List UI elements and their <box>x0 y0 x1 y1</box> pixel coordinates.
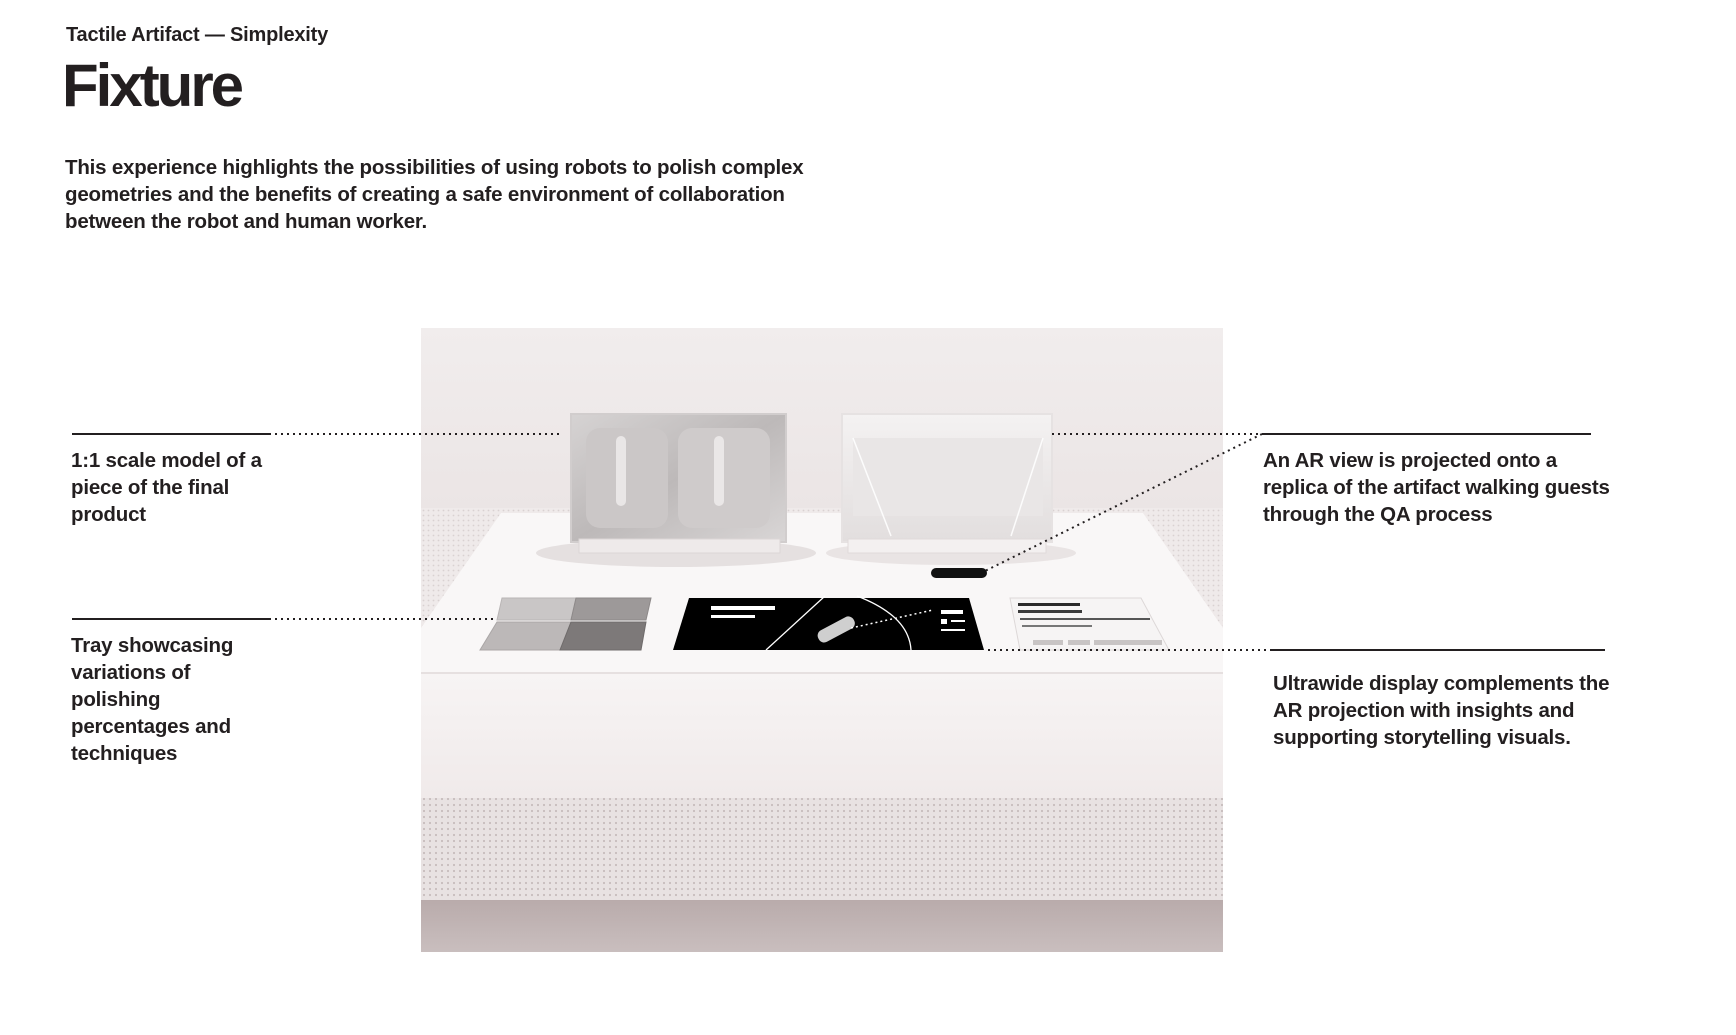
projector-puck <box>931 568 987 578</box>
annotation-display: Ultrawide display complements the AR projection with insights and supporting storytelling visuals. <box>1273 672 1610 749</box>
kicker: Tactile Artifact — Simplexity <box>66 24 329 46</box>
annotation-ar-view: An AR view is projected onto a replica of the artifact walking guests through the QA process <box>1263 449 1610 526</box>
info-sheet <box>1010 598 1169 650</box>
annotation-scale-model: 1:1 scale model of a piece of the final product <box>71 449 262 526</box>
intro-paragraph: This experience highlights the possibilities of using robots to polish complex geometries and the benefits of creating a safe environment of collaboration between the robot and human worker. <box>65 156 804 233</box>
table-foot <box>421 900 1223 952</box>
sample-tray <box>480 598 651 650</box>
backdrop-wall <box>421 328 1223 508</box>
table-front <box>421 673 1223 798</box>
ultrawide-display <box>673 596 984 650</box>
fixture-render <box>421 328 1223 952</box>
page-title: Fixture <box>62 52 242 119</box>
annotation-tray: Tray showcasing variations of polishing percentages and techniques <box>71 634 234 765</box>
